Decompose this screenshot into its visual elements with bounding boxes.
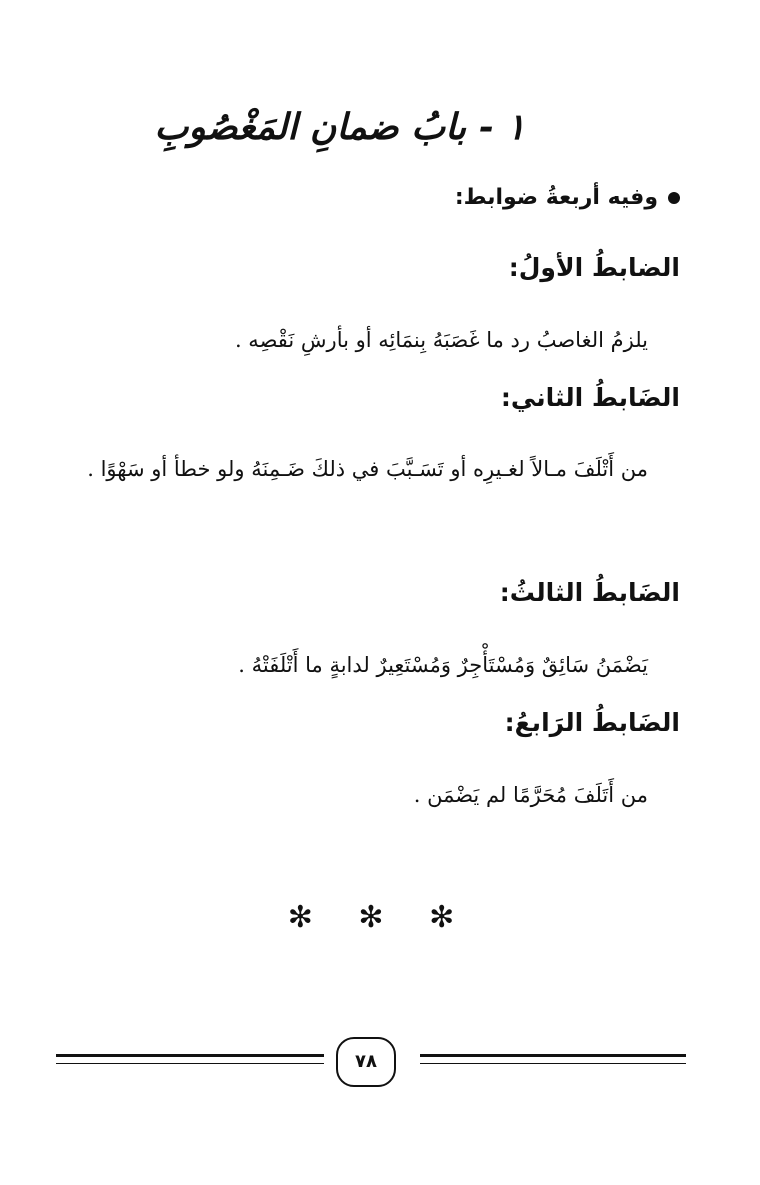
rule-4-text: من أَتَلَفَ مُحَرَّمًا لم يَضْمَن . bbox=[413, 783, 648, 807]
chapter-title: ١ - بابُ ضمانِ المَغْصُوبِ bbox=[154, 106, 526, 148]
page-number: ٧٨ bbox=[336, 1037, 396, 1087]
intro-line bbox=[455, 178, 680, 218]
rule-3-heading: الضَابطُ الثالثُ: bbox=[499, 578, 680, 607]
rule-2-heading: الضَابطُ الثاني: bbox=[500, 383, 680, 412]
rule-4-heading: الضَابطُ الرَابعُ: bbox=[504, 708, 680, 737]
section-separator: ✻ ✻ ✻ bbox=[287, 900, 473, 935]
intro-text: وفيه أربعةُ ضوابط: bbox=[454, 185, 658, 210]
footer-line-right bbox=[420, 1054, 686, 1057]
rule-3-text: يَضْمَنُ سَائِقٌ وَمُسْتَأْجِرٌ وَمُسْتَعِيرٌ لدابةٍ ما أَتْلَفَتْهُ . bbox=[238, 653, 648, 677]
bullet-icon bbox=[668, 192, 680, 204]
rule-1-heading: الضابطُ الأولُ: bbox=[508, 253, 680, 282]
footer-line-right-thin bbox=[420, 1063, 686, 1064]
rule-1-text: يلزمُ الغاصبُ رد ما غَصَبَهُ بِنمَائِه أو بأرشِ نَقْصِه . bbox=[234, 328, 648, 352]
footer-line-left-thin bbox=[56, 1063, 324, 1064]
rule-2-text: من أَتْلَفَ مـالاً لغـيرِه أو تَسَـبَّبَ في ذلكَ ضَـمِنَهُ ولو خطأ أو سَهْوًا . bbox=[87, 457, 648, 481]
footer-line-left bbox=[56, 1054, 324, 1057]
